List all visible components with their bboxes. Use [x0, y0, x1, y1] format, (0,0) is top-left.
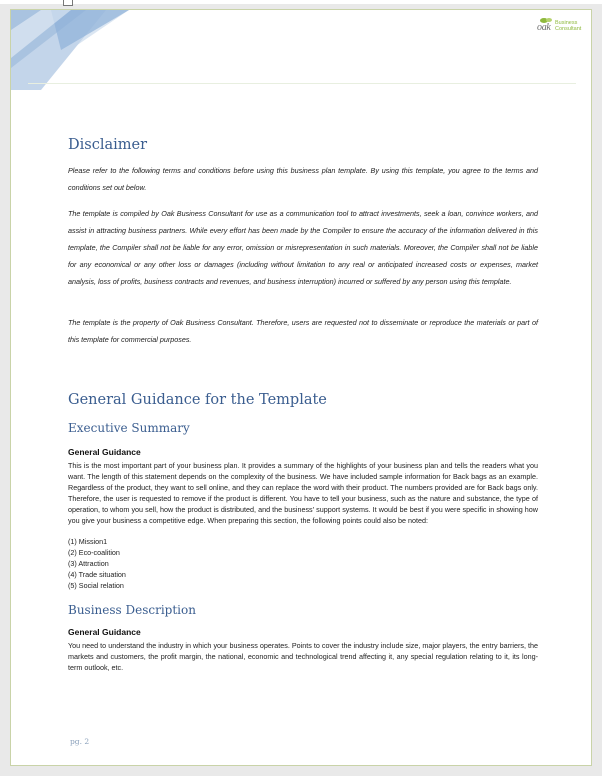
document-page: [10, 9, 592, 766]
logo-brand: oak: [537, 22, 551, 33]
disclaimer-para-1: Please refer to the following terms and conditions before using this business plan template. By using this template, you agree to the terms and conditions set out below.: [68, 166, 538, 192]
executive-points: [68, 536, 126, 591]
list-item: (5) Social relation: [68, 581, 124, 590]
business-body: You need to understand the industry in which your business operates. Points to cover the industry include size, major players, the entry barriers, the markets and customers, the profit margin, the national, economic and technological trend affecting it, any special regulation relating to it, its long-term outlook, etc.: [68, 641, 538, 672]
list-item: (1) Mission1: [68, 537, 108, 546]
list-item: (2) Eco-coalition: [68, 548, 120, 557]
business-subheading: General Guidance: [68, 627, 141, 637]
executive-subheading: General Guidance: [68, 447, 141, 457]
top-strip: [0, 0, 602, 4]
corner-decoration: [11, 10, 131, 90]
executive-body: This is the most important part of your business plan. It provides a summary of the highlights of your business plan and tells the readers what you want. The length of this statement depends on the complexity of the business. We have included sample information for Back bags as an example. Regardless of the product, they want to sell online, and they can replace the word with their product. The numbers provided are for Back bags only. Therefore, the user is requested to remove if the product is different. You have to tell your business, such as the nature and substance, the type of operation, to whom you sell, how the product is distributed, and the business' support systems. It would be best if you were specific in showing how you give your business a competitive edge. When preparing this section, the following points could also be noted:: [68, 461, 538, 525]
disclaimer-para-3: The template is the property of Oak Business Consultant. Therefore, users are requested not to disseminate or reproduce the materials or part of this template for commercial purposes.: [68, 318, 538, 344]
page-number: pg. 2: [70, 737, 90, 746]
executive-summary-heading: Executive Summary: [68, 421, 190, 435]
header-rule: [28, 83, 576, 84]
logo-text: [555, 20, 581, 32]
disclaimer-para-2: The template is compiled by Oak Business Consultant for use as a communication tool to attract investments, seek a loan, convince workers, and assist in attracting business partners. While every effort has been made by the Compiler to ensure the accuracy of the information delivered in this template, the Compiler shall not be liable for any error, omission or misrepresentation in such materials. Moreover, the Compiler shall not be liable for any economical or any other loss or damages (including without limitation to any real or anticipated increased costs or expenses, market analysis, loss of profits, business contracts and revenues, and business interruption) incurred or suffered by any person using this template.: [68, 209, 538, 286]
guidance-heading: General Guidance for the Template: [68, 392, 327, 408]
disclaimer-heading: Disclaimer: [68, 137, 148, 153]
ruler-marker: [63, 0, 73, 6]
company-logo: [535, 16, 589, 38]
logo-line2: Consultant: [555, 26, 582, 32]
logo-line1: Business: [555, 20, 578, 26]
list-item: (3) Attraction: [68, 559, 109, 568]
business-description-heading: Business Description: [68, 603, 196, 617]
list-item: (4) Trade situation: [68, 570, 126, 579]
